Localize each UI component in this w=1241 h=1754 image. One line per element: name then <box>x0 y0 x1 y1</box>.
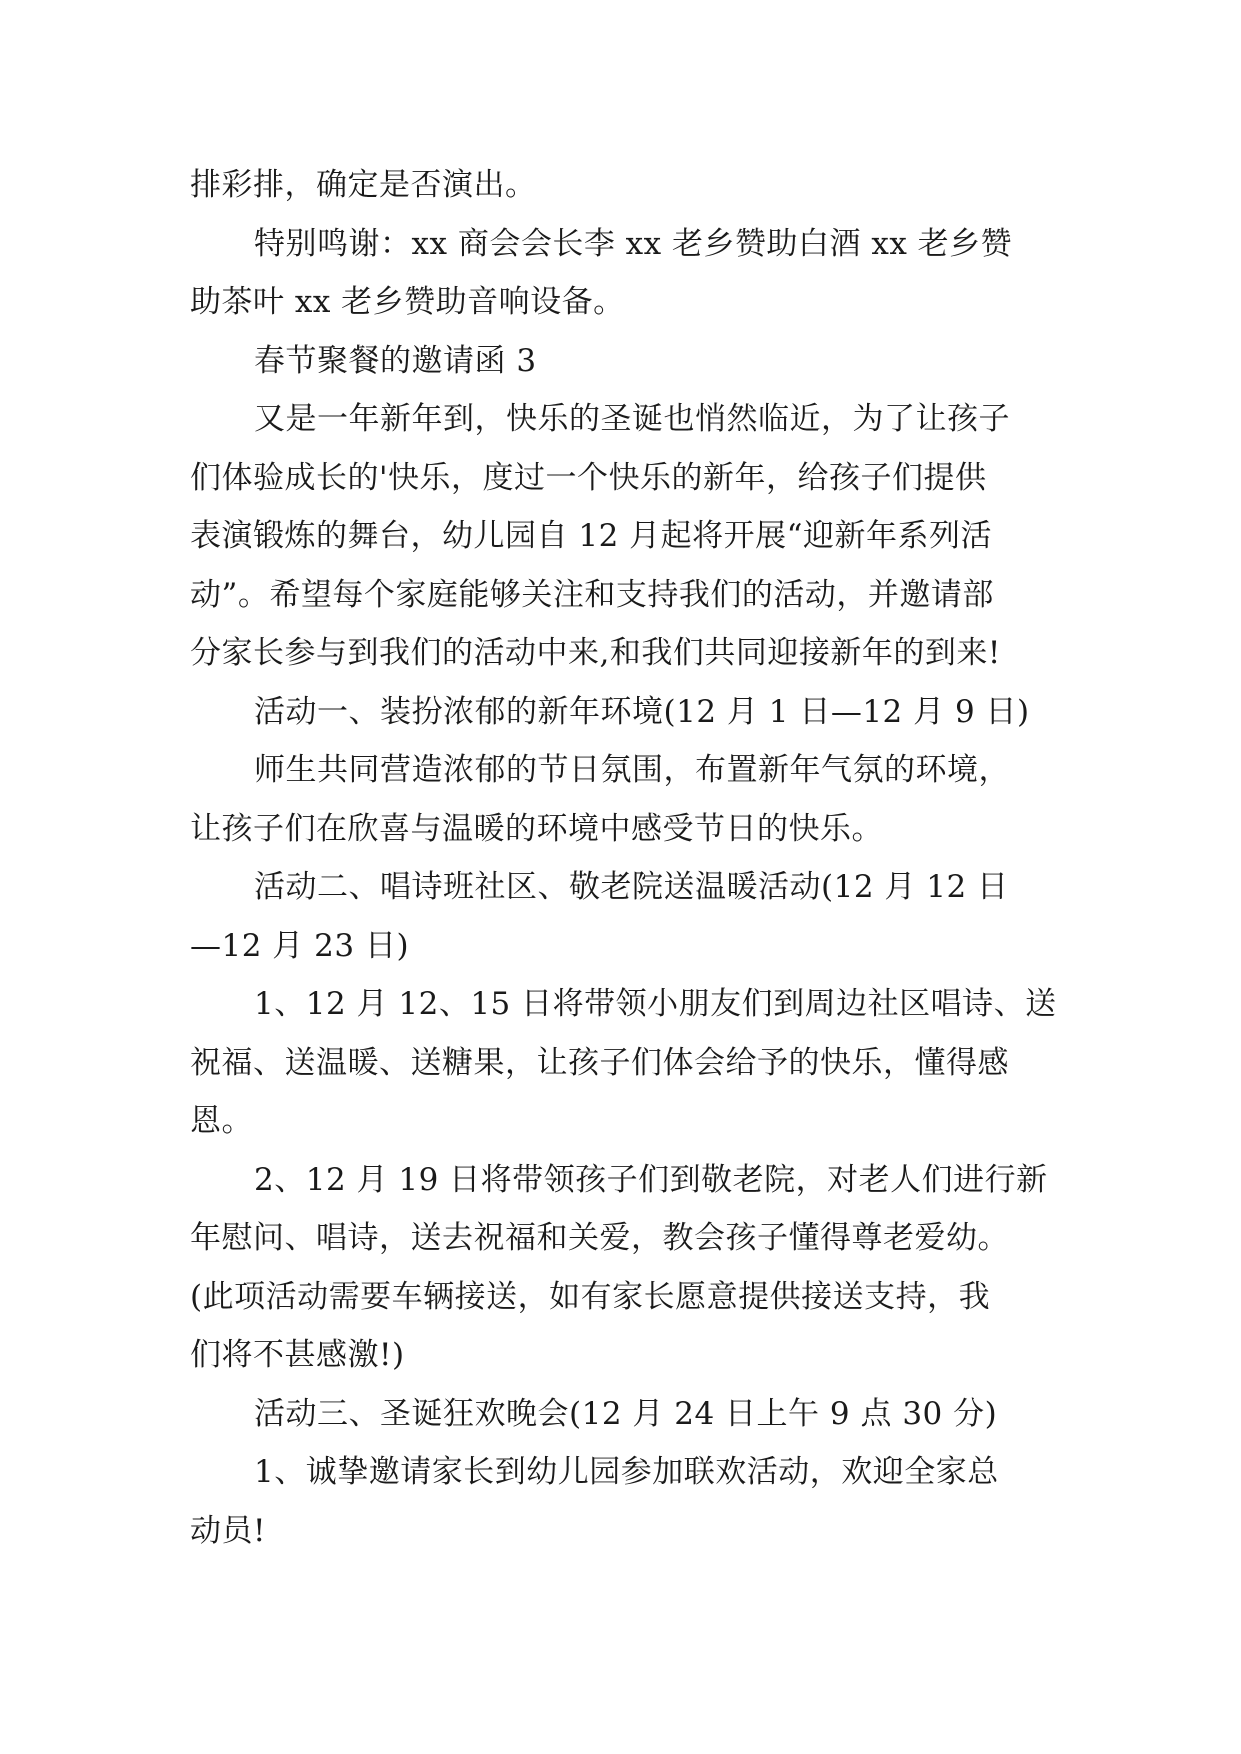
text-line: 让孩子们在欣喜与温暖的环境中感受节日的快乐。 <box>190 810 883 847</box>
text-line: 特别鸣谢：xx 商会会长李 xx 老乡赞助白酒 xx 老乡赞 <box>254 225 1013 262</box>
text-line: 祝福、送温暖、送糖果，让孩子们体会给予的快乐，懂得感 <box>190 1044 1009 1081</box>
text-line: 们将不甚感激!) <box>190 1337 405 1373</box>
text-line: 表演锻炼的舞台，幼儿园自 12 月起将开展“迎新年系列活 <box>190 518 992 554</box>
text-line: 又是一年新年到，快乐的圣诞也悄然临近，为了让孩子 <box>254 401 1010 437</box>
text-line: 师生共同营造浓郁的节日氛围，布置新年气氛的环境， <box>254 752 1010 788</box>
text-line: 分家长参与到我们的活动中来,和我们共同迎接新年的到来! <box>190 635 1001 671</box>
text-line: 动”。希望每个家庭能够关注和支持我们的活动，并邀请部 <box>190 576 994 613</box>
text-line: 排彩排，确定是否演出。 <box>190 167 537 203</box>
text-line: 2、12 月 19 日将带领孩子们到敬老院，对老人们进行新 <box>254 1161 1048 1198</box>
text-line: 助茶叶 xx 老乡赞助音响设备。 <box>190 284 625 320</box>
text-line: —12 月 23 日) <box>190 927 410 964</box>
text-line: 活动三、圣诞狂欢晚会(12 月 24 日上午 9 点 30 分) <box>254 1395 998 1432</box>
text-line: 活动二、唱诗班社区、敬老院送温暖活动(12 月 12 日 <box>254 869 1009 905</box>
text-line: 动员! <box>190 1512 266 1549</box>
text-line: 1、12 月 12、15 日将带领小朋友们到周边社区唱诗、送 <box>254 986 1057 1022</box>
text-line: 年慰问、唱诗，送去祝福和关爱，教会孩子懂得尊老爱幼。 <box>190 1220 1009 1256</box>
text-line: (此项活动需要车辆接送，如有家长愿意提供接送支持，我 <box>190 1278 991 1315</box>
text-line: 活动一、装扮浓郁的新年环境(12 月 1 日—12 月 9 日) <box>254 693 1030 730</box>
text-line: 春节聚餐的邀请函 3 <box>254 342 537 379</box>
text-line: 恩。 <box>190 1103 253 1139</box>
document-body <box>190 156 1057 1560</box>
text-line: 们体验成长的'快乐，度过一个快乐的新年，给孩子们提供 <box>190 459 987 496</box>
text-line: 1、诚挚邀请家长到幼儿园参加联欢活动，欢迎全家总 <box>254 1454 999 1490</box>
